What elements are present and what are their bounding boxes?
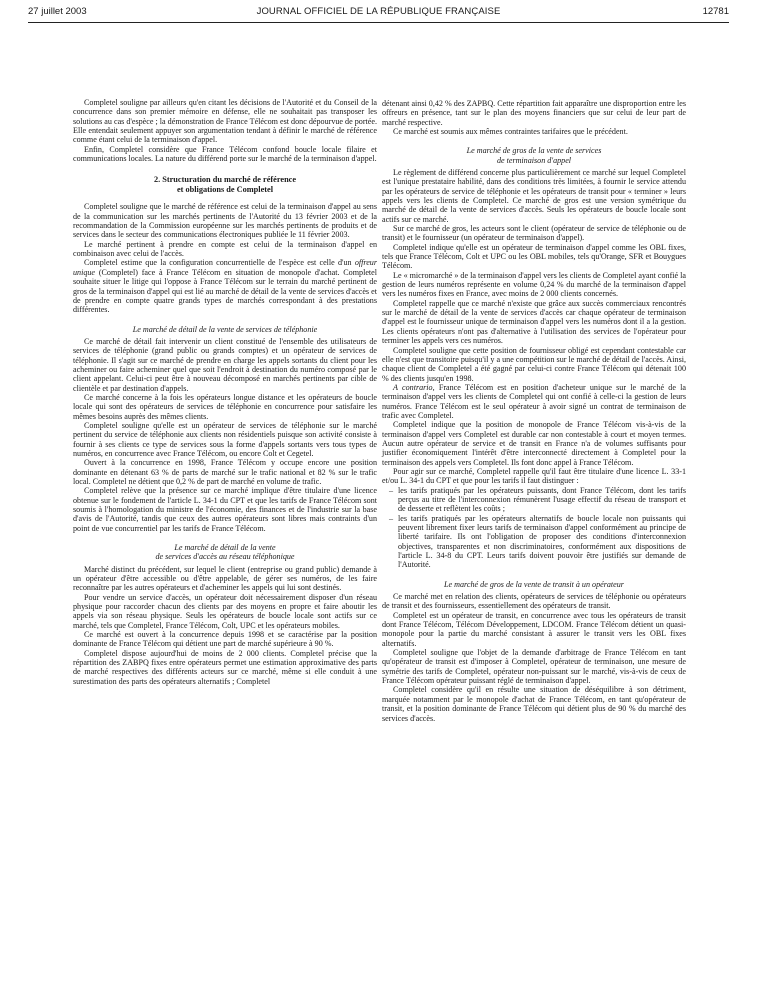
paragraph: Marché distinct du précédent, sur lequel le client (entreprise ou grand public) demande à un opérateur d'être accessible ou d'être appelable, de gérer ses numéros, de les faire reconnaître par les autres opérateurs et d'acheminer les appels qui lui sont destinés.: [73, 564, 377, 593]
text-run: (Completel) face à France Télécom en situation de monopole d'achat. Completel souhaite situer le litige qui l'oppose à France Télécom sur le terrain du marché pertinent de gros de la terminaison d'appel qui est lié au marché de détail de la vente de services d'accès et de prendre en compte quatre grands types de marchés correspondant à des prestations différentes.: [73, 267, 377, 315]
paragraph: Completel indique que la position de monopole de France Télécom vis-à-vis de la terminaison d'appel vers Completel est durable car non contestable à court et moyen termes. Aucun autre opérateur de service et de transit en France n'a de volumes suffisants pour justifier économiquement l'intérêt d'être interconnecté directement à Completel pour la terminaison des appels vers Completel. Ils font donc appel à France Télécom.: [382, 420, 686, 467]
header-date: 27 juillet 2003: [28, 6, 87, 17]
tariff-list: [382, 486, 686, 570]
paragraph: Completel souligne par ailleurs qu'en citant les décisions de l'Autorité et du Conseil de la concurrence dans son premier mémoire en défense, elle ne souhaitait pas transposer les solutions au cas d'espèce ; la démonstration de France Télécom est donc dépourvue de portée. Elle entendait seulement appuyer son argumentation tendant à définir le marché de référence comme étant celui de la terminaison d'appel.: [73, 98, 377, 145]
section-heading-line: 2. Structuration du marché de référence: [153, 175, 297, 185]
section-heading-line: et obligations de Completel: [176, 184, 274, 194]
paragraph: Pour agir sur ce marché, Completel rappelle qu'il faut être titulaire d'une licence L. 33-1 et/ou L. 34-1 du CPT et que pour les tarifs il faut distinguer :: [382, 466, 686, 486]
paragraph: [73, 258, 377, 314]
section-heading: [73, 175, 377, 194]
paragraph: Ce marché de détail fait intervenir un client constitué de l'ensemble des utilisateurs de services de téléphonie (grand public ou grands comptes) et un opérateur de services de téléphonie. Il s'agit sur ce marché de prendre en charge les appels sortants du client pour les acheminer ou faire acheminer quel que soit l'endroit à destination du numéro composé par le client appelant. Celui-ci peut être à nouveau décomposé en marchés pertinents par cible de clientèle et par destination d'appels.: [73, 336, 377, 393]
list-item: – les tarifs pratiqués par les opérateurs alternatifs de boucle locale non puissants qui peuvent librement fixer leurs tarifs de terminaison d'appel conformément au principe de liberté tarifaire. Ils ont l'obligation de proposer des conditions d'interconnexion objectives, transparentes et non discriminatoires, conformément aux dispositions de l'article L. 34-8 du CPT. Leurs tarifs doivent pouvoir être justifiés sur demande de l'Autorité.: [398, 514, 686, 570]
paragraph: Sur ce marché de gros, les acteurs sont le client (opérateur de service de téléphonie ou de transit) et le fournisseur (un opérateur de terminaison d'appel).: [382, 224, 686, 243]
paragraph: Ce marché est ouvert à la concurrence depuis 1998 et se caractérise par la position dominante de France Télécom qui détient une part de marché supérieure à 90 %.: [73, 630, 377, 649]
list-item: – les tarifs pratiqués par les opérateurs puissants, dont France Télécom, dont les tarifs perçus au titre de l'interconnexion rémunèrent l'usage effectif du réseau de transport et de desserte et reflètent les coûts ;: [398, 486, 686, 514]
right-column: [382, 99, 686, 723]
emphasis: offreur unique: [73, 258, 377, 277]
paragraph: Ouvert à la concurrence en 1998, France Télécom y occupe encore une position dominante en détenant 63 % de parts de marché sur le trafic national et 82 % sur le trafic local. Completel ne détient que 0,2 % de part de marché en volume de trafic.: [73, 458, 377, 486]
left-column: [73, 98, 377, 686]
paragraph: Completel souligne qu'elle est un opérateur de services de téléphonie sur le marché pertinent du service de téléphonie aux clients non résidentiels puisque son activité consiste à fournir à ses clients ce type de services sous la forme d'appels sortants vers tous types de numéros, en concurrence avec France Télécom, ou encore Colt et Cegetel.: [73, 420, 377, 458]
text-run: Completel estime que la configuration concurrentielle de l'espèce est celle d'un: [84, 258, 355, 268]
header-publication-title: JOURNAL OFFICIEL DE LA RÉPUBLIQUE FRANÇAISE: [256, 6, 501, 17]
subsection-heading: [382, 146, 686, 165]
paragraph: Completel relève que la présence sur ce marché implique d'être titulaire d'une licence obtenue sur le fondement de l'article L. 34-1 du CPT et que les tarifs de France Télécom sont soumis à l'homologation du ministre de l'économie, des finances et de l'industrie sur la base d'avis de l'Autorité, tandis que ceux des autres opérateurs sont libres mais contraints d'un point de vue concurrentiel par les tarifs de France Télécom.: [73, 486, 377, 533]
subsection-heading: [73, 543, 377, 562]
paragraph: Pour vendre un service d'accès, un opérateur doit nécessairement disposer d'un réseau physique pour raccorder chacun des clients par des moyens en propre et faire aboutir les appels via son réseau physique. Seuls les opérateurs de boucle locale sont actifs sur ce marché, tels que Completel, France Télécom, Colt, UPC et les opérateurs mobiles.: [73, 592, 377, 630]
paragraph: Completel considère qu'il en résulte une situation de déséquilibre à son détriment, marquée notamment par le monopole d'achat de France Télécom, en tant qu'opérateur de transit, et la position dominante de France Télécom qui détient plus de 90 % du marché des services d'accès.: [382, 685, 686, 723]
paragraph: détenant ainsi 0,42 % des ZAPBQ. Cette répartition fait apparaître une disproportion entre les offreurs en présence, tant sur le plan des moyens financiers que sur celui de leur part de marché respective.: [382, 99, 686, 127]
paragraph: Le marché pertinent à prendre en compte est celui de la terminaison d'appel en combinaison avec celui de l'accès.: [73, 239, 377, 259]
paragraph: Completel souligne que l'objet de la demande d'arbitrage de France Télécom en tant qu'opérateur de transit est d'imposer à Completel, opérateur de terminaison, une mesure de symétrie des tarifs de Completel, opérateur non-puissant sur le marché, vis-à-vis de ceux de France Télécom opérateur puissant réglé de terminaison d'appel.: [382, 648, 686, 686]
header-page-number: 12781: [702, 6, 729, 17]
paragraph: Completel indique qu'elle est un opérateur de terminaison d'appel comme les OBL fixes, tels que France Télécom, Colt et UPC ou les OBL mobiles, tels qu'Orange, SFR et Bouygues Télécom.: [382, 242, 686, 271]
paragraph: Ce marché met en relation des clients, opérateurs de services de téléphonie ou opérateurs de transit et des fournisseurs, essentiellement des opérateurs de transit.: [382, 592, 686, 611]
paragraph: Enfin, Completel considère que France Télécom confond boucle locale filaire et communications locales. La nature du différend porte sur le marché de la terminaison d'appel.: [73, 144, 377, 164]
paragraph: Completel souligne que le marché de référence est celui de la terminaison d'appel au sens de la communication sur les marchés pertinents de l'Autorité du 13 février 2003 et de la recommandation de la Commission européenne sur les marchés pertinents de produits et de services dans le secteur des communications électroniques publiée le 11 février 2003.: [73, 202, 377, 240]
paragraph: [382, 383, 686, 420]
subsection-heading-line: Le marché de gros de la vente de services: [466, 146, 602, 156]
running-header: [28, 6, 729, 20]
subsection-heading-line: de terminaison d'appel: [496, 155, 572, 165]
paragraph: Completel est un opérateur de transit, en concurrence avec tous les opérateurs de transit dont France Télécom, Télécom Développement, LDCOM. France Télécom détient un quasi-monopole pour la partie du marché consistant à assurer le transit vers les OBL fixes alternatifs.: [382, 610, 686, 648]
subsection-heading: Le marché de gros de la vente de transit à un opérateur: [444, 579, 624, 589]
paragraph: Completel souligne que cette position de fournisseur obligé est cependant contestable car elle n'est que transitoire puisqu'il y a une compétition sur le marché de détail de l'accès. Ainsi, chaque client de Completel a été gagné par celui-ci contre France Télécom qui détenait 100 % des clients jusqu'en 1998.: [382, 345, 686, 383]
emphasis: A contrario,: [393, 382, 435, 392]
paragraph: Ce marché est soumis aux mêmes contraintes tarifaires que le précédent.: [393, 127, 628, 137]
paragraph: Le règlement de différend concerne plus particulièrement ce marché sur lequel Completel est l'unique prestataire habilité, dans des conditions très limitées, à fournir le service attendu par les opérateurs de service de téléphonie et les opérateurs de transit pour « terminer » leurs appels vers les clients de Completel. Ce marché de gros est une version symétrique du marché de détail de la vente de services d'accès. Seuls les opérateurs de boucle locale sont actifs sur ce marché.: [382, 167, 686, 224]
header-rule: [28, 22, 729, 23]
paragraph: Le « micromarché » de la terminaison d'appel vers les clients de Completel ayant confié la gestion de leurs numéros représente en volume 0,24 % du marché de la terminaison d'appel vers les numéros fixes en France, avec moins de 2 000 clients concernés.: [382, 270, 686, 299]
subsection-heading: Le marché de détail de la vente de services de téléphonie: [132, 324, 318, 334]
paragraph: Completel rappelle que ce marché n'existe que grâce aux succès commerciaux rencontrés sur le marché de détail de la vente de services d'accès car chaque opérateur de terminaison d'appel est le fournisseur unique de terminaison d'appel vers les numéros dont il a la gestion. Les clients opérateurs n'ont pas d'alternative à l'utilisation des services de l'opérateur pour terminer les appels vers ces numéros.: [382, 298, 686, 346]
subsection-heading-line: Le marché de détail de la vente: [174, 543, 276, 553]
paragraph: Completel dispose aujourd'hui de moins de 2 000 clients. Completel précise que la répartition des ZABPQ fixes entre opérateurs permet une estimation approximative des parts de marché respectives des différents acteurs sur ce marché, même si elle conduit à une surestimation des parts des opérateurs alternatifs ; Completel: [73, 648, 377, 686]
subsection-heading-line: de services d'accès au réseau téléphonique: [155, 552, 295, 562]
text-run: France Télécom est en position d'acheteur unique sur le marché de la terminaison d'appel vers les clients de Completel qui ont confié à celle-ci la gestion de leurs numéros. France Télécom est le seul opérateur à avoir signé un contrat de terminaison de trafic avec Completel.: [382, 382, 686, 420]
paragraph: Ce marché concerne à la fois les opérateurs longue distance et les opérateurs de boucle locale qui sont des opérateurs de services de téléphonie en concurrence pour satisfaire les mêmes besoins auprès des mêmes clients.: [73, 392, 377, 421]
